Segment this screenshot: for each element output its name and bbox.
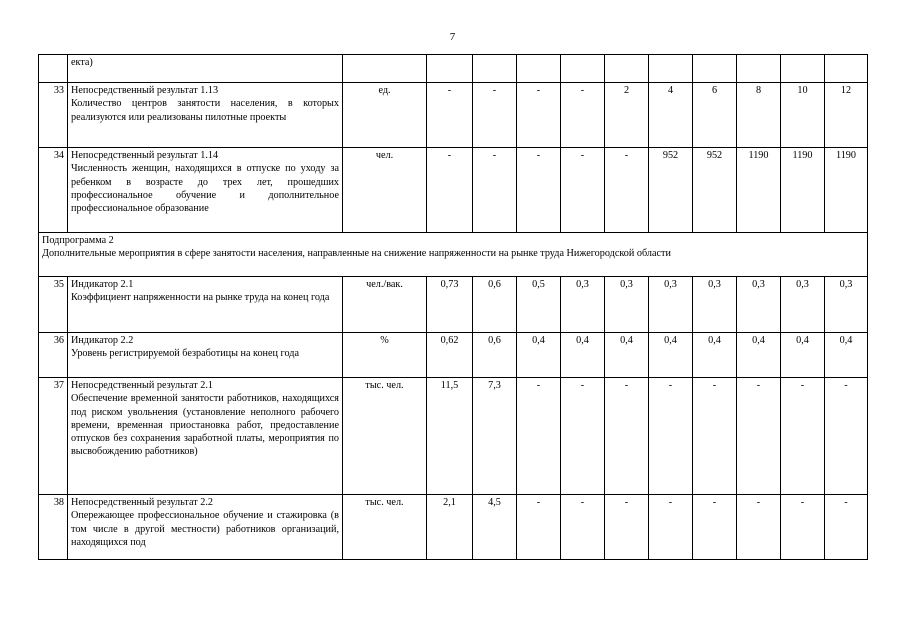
value-cell [427, 55, 473, 83]
indicators-table [38, 54, 868, 560]
value-cell: 0,62 [427, 333, 473, 378]
row-number: 33 [39, 83, 68, 148]
value-cell: - [561, 148, 605, 233]
table-row [39, 277, 868, 333]
value-cell: - [561, 83, 605, 148]
value-cell: - [605, 148, 649, 233]
value-cell: 0,4 [825, 333, 868, 378]
value-cell: 0,4 [517, 333, 561, 378]
unit-cell: чел./вак. [343, 277, 427, 333]
value-cell: 2 [605, 83, 649, 148]
subprogram-description: Дополнительные мероприятия в сфере занятости населения, направленные на снижение напряженности на рынке труда Нижегородской области [42, 248, 671, 260]
value-cell: - [517, 83, 561, 148]
value-cell: 1190 [781, 148, 825, 233]
row-number: 35 [39, 277, 68, 333]
value-cell: 0,4 [605, 333, 649, 378]
value-cell: 0,4 [561, 333, 605, 378]
value-cell [649, 55, 693, 83]
indicator-description: Обеспечение временной занятости работников, находящихся под риском увольнения (установление неполного рабочего времени, временная приостановка работ, предоставление отпусков без сохранения заработной платы, мероприятия по высвобождению работников) [71, 393, 339, 458]
value-cell: 952 [649, 148, 693, 233]
value-cell: 6 [693, 83, 737, 148]
value-cell: - [781, 378, 825, 495]
value-cell: - [825, 378, 868, 495]
value-cell: 4 [649, 83, 693, 148]
subprogram-cell [39, 233, 868, 277]
value-cell: - [781, 495, 825, 560]
indicator-title: Непосредственный результат 1.14 [71, 150, 219, 161]
table-row [39, 148, 868, 233]
value-cell: - [473, 83, 517, 148]
value-cell: - [561, 495, 605, 560]
value-cell: 1190 [737, 148, 781, 233]
table-body [39, 55, 868, 560]
value-cell [693, 55, 737, 83]
value-cell: - [737, 378, 781, 495]
table-row [39, 495, 868, 560]
indicator-cell [68, 55, 343, 83]
value-cell: - [517, 148, 561, 233]
value-cell: 0,5 [517, 277, 561, 333]
indicator-description: Коэффициент напряженности на рынке труда на конец года [71, 292, 330, 304]
unit-cell: ед. [343, 83, 427, 148]
value-cell: - [517, 495, 561, 560]
indicator-title: Индикатор 2.2 [71, 335, 134, 346]
value-cell: 11,5 [427, 378, 473, 495]
indicator-description: Опережающее профессиональное обучение и стажировка (в том числе в другой местности) работников организаций, находящихся под [71, 510, 339, 548]
unit-cell: тыс. чел. [343, 495, 427, 560]
value-cell: 0,6 [473, 277, 517, 333]
value-cell: - [693, 378, 737, 495]
unit-cell: % [343, 333, 427, 378]
value-cell: 0,3 [693, 277, 737, 333]
unit-cell [343, 55, 427, 83]
value-cell: 4,5 [473, 495, 517, 560]
row-number: 36 [39, 333, 68, 378]
value-cell: 0,3 [605, 277, 649, 333]
value-cell: 12 [825, 83, 868, 148]
value-cell: - [649, 378, 693, 495]
value-cell: - [825, 495, 868, 560]
indicator-cell [68, 378, 343, 495]
table-row [39, 83, 868, 148]
value-cell: 10 [781, 83, 825, 148]
indicator-cell [68, 277, 343, 333]
subprogram-row [39, 233, 868, 277]
value-cell: - [473, 148, 517, 233]
row-number: 37 [39, 378, 68, 495]
value-cell: 0,4 [649, 333, 693, 378]
value-cell: 0,3 [737, 277, 781, 333]
unit-cell: чел. [343, 148, 427, 233]
value-cell: - [427, 83, 473, 148]
row-number [39, 55, 68, 83]
indicator-title: Непосредственный результат 1.13 [71, 85, 219, 96]
table-row [39, 378, 868, 495]
value-cell: 0,4 [781, 333, 825, 378]
value-cell: - [649, 495, 693, 560]
value-cell: 0,3 [781, 277, 825, 333]
value-cell: 0,3 [825, 277, 868, 333]
indicator-description: Количество центров занятости населения, в которых реализуются или реализованы пилотные проекты [71, 98, 339, 123]
value-cell [825, 55, 868, 83]
value-cell [561, 55, 605, 83]
value-cell: 7,3 [473, 378, 517, 495]
value-cell: 0,73 [427, 277, 473, 333]
indicator-cell [68, 148, 343, 233]
indicator-cell [68, 333, 343, 378]
indicator-cell [68, 495, 343, 560]
value-cell [737, 55, 781, 83]
subprogram-title: Подпрограмма 2 [42, 235, 114, 246]
unit-cell: тыс. чел. [343, 378, 427, 495]
value-cell: 1190 [825, 148, 868, 233]
value-cell: 0,4 [693, 333, 737, 378]
indicator-description: Уровень регистрируемой безработицы на конец года [71, 348, 299, 360]
indicator-title: Непосредственный результат 2.2 [71, 497, 213, 508]
indicator-description: Численность женщин, находящихся в отпуске по уходу за ребенком в возрасте до трех лет, прошедших профессиональное обучение и дополнительное профессиональное образование [71, 163, 339, 215]
value-cell: 0,4 [737, 333, 781, 378]
row-number: 34 [39, 148, 68, 233]
row-number: 38 [39, 495, 68, 560]
value-cell [605, 55, 649, 83]
value-cell: 0,3 [561, 277, 605, 333]
indicator-title: Непосредственный результат 2.1 [71, 380, 213, 391]
table-row [39, 333, 868, 378]
value-cell: 952 [693, 148, 737, 233]
value-cell: - [605, 378, 649, 495]
value-cell: 0,3 [649, 277, 693, 333]
indicator-title: Индикатор 2.1 [71, 279, 134, 290]
value-cell [473, 55, 517, 83]
value-cell: - [693, 495, 737, 560]
value-cell: 2,1 [427, 495, 473, 560]
value-cell: - [561, 378, 605, 495]
value-cell: - [737, 495, 781, 560]
value-cell [517, 55, 561, 83]
value-cell: - [427, 148, 473, 233]
value-cell: - [605, 495, 649, 560]
indicator-cell [68, 83, 343, 148]
value-cell: - [517, 378, 561, 495]
indicator-title: екта) [71, 57, 93, 68]
value-cell: 0,6 [473, 333, 517, 378]
table-row [39, 55, 868, 83]
value-cell: 8 [737, 83, 781, 148]
value-cell [781, 55, 825, 83]
page-number: 7 [449, 31, 456, 43]
